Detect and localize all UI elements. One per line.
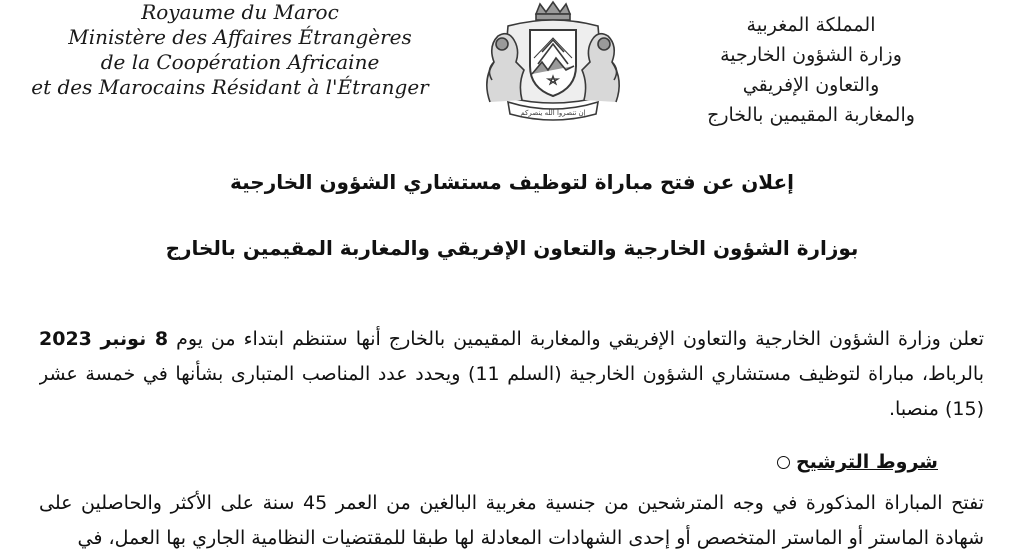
intro-paragraph [39, 322, 984, 430]
conditions-paragraph: تفتح المباراة المذكورة في وجه المترشحين من جنسية مغربية البالغين من العمر 45 سنة على الأكثر والحاصلين على شهادة الماستر أو الماستر المتخصص أو إحدى الشهادات المعادلة لها طبقا للمقتضيات النظامية الجاري بها العمل، في [39, 492, 984, 549]
header-fr-ministry: Ministère des Affaires Étrangères [68, 25, 412, 49]
header-ar-kingdom: المملكة المغربية [746, 14, 876, 36]
announcement-subtitle: بوزارة الشؤون الخارجية والتعاون الإفريقي والمغاربة المقيمين بالخارج [165, 236, 859, 260]
intro-text-before: تعلن وزارة الشؤون الخارجية والتعاون الإفريقي والمغاربة المقيمين بالخارج أنها ستنظم ابتداء من يوم [176, 328, 984, 350]
section-heading-conditions [747, 451, 938, 473]
section-label: شروط الترشيح [795, 451, 938, 473]
intro-text-after: بالرباط، مباراة لتوظيف مستشاري الشؤون الخارجية (السلم 11) ويحدد عدد المناصب المتبارى بشأنها في خمسة عشر (15) منصبا. [39, 363, 984, 420]
header-arabic [646, 10, 976, 130]
header-ar-ministry: وزارة الشؤون الخارجية [720, 44, 902, 66]
announcement-title: إعلان عن فتح مباراة لتوظيف مستشاري الشؤون الخارجية [230, 170, 794, 194]
emblem-motto: إن تنصروا الله ينصركم [520, 109, 586, 117]
intro-date: 8 نونبر 2023 [39, 328, 169, 350]
header-fr-moroccans-abroad: et des Marocains Résidant à l'Étranger [31, 75, 429, 99]
header-fr-kingdom: Royaume du Maroc [141, 0, 339, 24]
header-french [31, 0, 440, 100]
header-fr-cooperation: de la Coopération Africaine [100, 50, 380, 74]
bullet-circle-icon [777, 456, 790, 469]
header-ar-moroccans-abroad: والمغاربة المقيمين بالخارج [707, 104, 915, 126]
header-ar-cooperation: والتعاون الإفريقي [742, 74, 880, 96]
moroccan-coat-of-arms-emblem [468, 0, 638, 128]
